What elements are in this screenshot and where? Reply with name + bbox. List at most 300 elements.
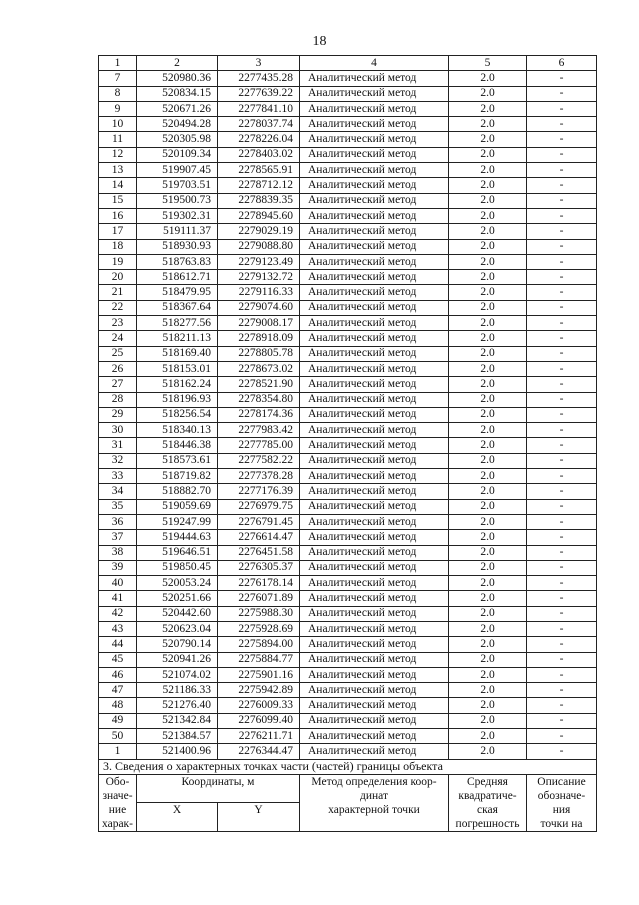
error-value: 2.0 [449,438,527,453]
description: - [527,698,597,713]
table-row [99,484,597,499]
description: - [527,469,597,484]
error-value: 2.0 [449,683,527,698]
y-coordinate: 2276211.71 [218,729,300,744]
error-value: 2.0 [449,545,527,560]
error-value: 2.0 [449,270,527,285]
description: - [527,407,597,422]
x-coordinate: 518196.93 [137,392,218,407]
x-coordinate: 519247.99 [137,514,218,529]
method: Аналитический метод [300,545,449,560]
y-coordinate: 2277176.39 [218,484,300,499]
table-row [99,300,597,315]
table-row [99,729,597,744]
y-coordinate: 2279132.72 [218,270,300,285]
description: - [527,361,597,376]
description: - [527,652,597,667]
method: Аналитический метод [300,71,449,86]
table-row [99,193,597,208]
y-coordinate: 2278712.12 [218,178,300,193]
x-coordinate: 520941.26 [137,652,218,667]
method: Аналитический метод [300,163,449,178]
coordinates-header: Координаты, м [137,774,300,803]
y-header: Y [218,803,300,832]
table-row [99,407,597,422]
error-value: 2.0 [449,147,527,162]
description: - [527,254,597,269]
error-value: 2.0 [449,698,527,713]
error-value: 2.0 [449,178,527,193]
column-number: 2 [137,56,218,71]
point-number: 30 [99,423,137,438]
method: Аналитический метод [300,331,449,346]
error-value: 2.0 [449,377,527,392]
description: - [527,683,597,698]
table-row [99,606,597,621]
y-coordinate: 2276178.14 [218,576,300,591]
error-value: 2.0 [449,667,527,682]
method: Аналитический метод [300,377,449,392]
point-number: 29 [99,407,137,422]
error-value: 2.0 [449,484,527,499]
x-coordinate: 520834.15 [137,86,218,101]
table-row [99,591,597,606]
x-coordinate: 520980.36 [137,71,218,86]
y-coordinate: 2279088.80 [218,239,300,254]
description: - [527,163,597,178]
table-row [99,453,597,468]
table-row [99,713,597,728]
description: - [527,499,597,514]
y-coordinate: 2278918.09 [218,331,300,346]
error-value: 2.0 [449,71,527,86]
table-row [99,683,597,698]
table-row [99,285,597,300]
point-number: 34 [99,484,137,499]
method: Аналитический метод [300,514,449,529]
x-coordinate: 520494.28 [137,117,218,132]
y-coordinate: 2276071.89 [218,591,300,606]
description: - [527,239,597,254]
y-coordinate: 2277983.42 [218,423,300,438]
x-coordinate: 518211.13 [137,331,218,346]
description: - [527,545,597,560]
error-value: 2.0 [449,560,527,575]
description: - [527,346,597,361]
table-row [99,545,597,560]
point-number: 46 [99,667,137,682]
method: Аналитический метод [300,484,449,499]
point-number: 15 [99,193,137,208]
x-coordinate: 519302.31 [137,208,218,223]
point-number: 42 [99,606,137,621]
error-value: 2.0 [449,316,527,331]
description: - [527,101,597,116]
y-coordinate: 2278565.91 [218,163,300,178]
description: - [527,729,597,744]
section-3-title-row [99,759,597,774]
y-coordinate: 2277639.22 [218,86,300,101]
method: Аналитический метод [300,178,449,193]
table-row [99,71,597,86]
table-row [99,239,597,254]
point-number: 48 [99,698,137,713]
description: - [527,147,597,162]
method: Аналитический метод [300,744,449,759]
description: - [527,300,597,315]
method: Аналитический метод [300,86,449,101]
point-number: 16 [99,208,137,223]
y-coordinate: 2278037.74 [218,117,300,132]
table-row [99,208,597,223]
point-number: 1 [99,744,137,759]
y-coordinate: 2276344.47 [218,744,300,759]
table-row [99,423,597,438]
description: - [527,621,597,636]
method: Аналитический метод [300,239,449,254]
point-number: 39 [99,560,137,575]
error-value: 2.0 [449,591,527,606]
y-coordinate: 2278945.60 [218,208,300,223]
description: - [527,667,597,682]
error-value: 2.0 [449,729,527,744]
description: - [527,453,597,468]
y-coordinate: 2278839.35 [218,193,300,208]
y-coordinate: 2275942.89 [218,683,300,698]
point-number: 41 [99,591,137,606]
method: Аналитический метод [300,270,449,285]
table-row [99,469,597,484]
table-row [99,147,597,162]
y-coordinate: 2277582.22 [218,453,300,468]
y-coordinate: 2276451.58 [218,545,300,560]
error-header: Средняя квадратиче- ская погрешность [449,774,527,831]
method: Аналитический метод [300,147,449,162]
error-value: 2.0 [449,744,527,759]
table-row [99,101,597,116]
method: Аналитический метод [300,499,449,514]
y-coordinate: 2277378.28 [218,469,300,484]
point-number: 43 [99,621,137,636]
y-coordinate: 2278805.78 [218,346,300,361]
description: - [527,591,597,606]
error-value: 2.0 [449,208,527,223]
table-row [99,132,597,147]
section-3-title: 3. Сведения о характерных точках части (частей) границы объекта [99,759,597,774]
x-coordinate: 521400.96 [137,744,218,759]
error-value: 2.0 [449,652,527,667]
point-number: 19 [99,254,137,269]
description: - [527,423,597,438]
table-row [99,621,597,636]
method: Аналитический метод [300,407,449,422]
point-number: 14 [99,178,137,193]
method: Аналитический метод [300,285,449,300]
table-row [99,331,597,346]
description: - [527,331,597,346]
error-value: 2.0 [449,86,527,101]
y-coordinate: 2275894.00 [218,637,300,652]
point-number: 45 [99,652,137,667]
y-coordinate: 2278174.36 [218,407,300,422]
table-row [99,698,597,713]
description: - [527,392,597,407]
description: - [527,744,597,759]
x-coordinate: 518930.93 [137,239,218,254]
method: Аналитический метод [300,254,449,269]
x-coordinate: 518446.38 [137,438,218,453]
error-value: 2.0 [449,499,527,514]
x-coordinate: 521342.84 [137,713,218,728]
point-number: 13 [99,163,137,178]
point-number: 8 [99,86,137,101]
column-number: 3 [218,56,300,71]
description: - [527,285,597,300]
y-coordinate: 2275884.77 [218,652,300,667]
point-number: 18 [99,239,137,254]
x-coordinate: 520442.60 [137,606,218,621]
table-row [99,224,597,239]
error-value: 2.0 [449,224,527,239]
x-coordinate: 520053.24 [137,576,218,591]
table-row [99,438,597,453]
description: - [527,86,597,101]
point-number: 49 [99,713,137,728]
method: Аналитический метод [300,346,449,361]
point-number: 44 [99,637,137,652]
error-value: 2.0 [449,407,527,422]
method: Аналитический метод [300,621,449,636]
table-row [99,316,597,331]
description: - [527,484,597,499]
description: - [527,71,597,86]
x-coordinate: 518162.24 [137,377,218,392]
x-coordinate: 519111.37 [137,224,218,239]
method: Аналитический метод [300,300,449,315]
description: - [527,117,597,132]
point-number: 32 [99,453,137,468]
point-number: 36 [99,514,137,529]
table-row [99,576,597,591]
y-coordinate: 2279029.19 [218,224,300,239]
point-number: 24 [99,331,137,346]
description: - [527,637,597,652]
method: Аналитический метод [300,208,449,223]
y-coordinate: 2278354.80 [218,392,300,407]
table-row [99,270,597,285]
x-coordinate: 521276.40 [137,698,218,713]
point-number: 7 [99,71,137,86]
description: - [527,560,597,575]
description-header: Описание обозначе- ния точки на [527,774,597,831]
y-coordinate: 2279074.60 [218,300,300,315]
x-coordinate: 518612.71 [137,270,218,285]
table-row [99,163,597,178]
point-number: 50 [99,729,137,744]
method: Аналитический метод [300,560,449,575]
y-coordinate: 2276614.47 [218,530,300,545]
table-row [99,652,597,667]
column-number-row [99,56,597,71]
method-header: Метод определения коор- динат характерной точки [300,774,449,831]
x-coordinate: 520623.04 [137,621,218,636]
method: Аналитический метод [300,453,449,468]
description: - [527,576,597,591]
y-coordinate: 2275901.16 [218,667,300,682]
y-coordinate: 2278673.02 [218,361,300,376]
page-number: 18 [312,34,327,49]
method: Аналитический метод [300,361,449,376]
column-number: 4 [300,56,449,71]
x-coordinate: 520671.26 [137,101,218,116]
description: - [527,178,597,193]
method: Аналитический метод [300,576,449,591]
error-value: 2.0 [449,331,527,346]
point-number: 25 [99,346,137,361]
error-value: 2.0 [449,514,527,529]
point-number: 23 [99,316,137,331]
x-coordinate: 520790.14 [137,637,218,652]
error-value: 2.0 [449,713,527,728]
x-coordinate: 518340.13 [137,423,218,438]
method: Аналитический метод [300,469,449,484]
y-coordinate: 2278226.04 [218,132,300,147]
error-value: 2.0 [449,361,527,376]
point-number: 35 [99,499,137,514]
x-coordinate: 520109.34 [137,147,218,162]
y-coordinate: 2275988.30 [218,606,300,621]
y-coordinate: 2276791.45 [218,514,300,529]
x-coordinate: 520305.98 [137,132,218,147]
y-coordinate: 2277435.28 [218,71,300,86]
table-row [99,499,597,514]
x-coordinate: 519646.51 [137,545,218,560]
description: - [527,270,597,285]
table-row [99,377,597,392]
column-number: 1 [99,56,137,71]
y-coordinate: 2279008.17 [218,316,300,331]
method: Аналитический метод [300,637,449,652]
y-coordinate: 2276009.33 [218,698,300,713]
x-coordinate: 519500.73 [137,193,218,208]
point-number: 33 [99,469,137,484]
error-value: 2.0 [449,346,527,361]
point-number: 11 [99,132,137,147]
method: Аналитический метод [300,667,449,682]
error-value: 2.0 [449,163,527,178]
method: Аналитический метод [300,132,449,147]
method: Аналитический метод [300,193,449,208]
error-value: 2.0 [449,606,527,621]
point-number: 47 [99,683,137,698]
table-row [99,361,597,376]
error-value: 2.0 [449,530,527,545]
x-coordinate: 521186.33 [137,683,218,698]
description: - [527,377,597,392]
point-number: 10 [99,117,137,132]
x-coordinate: 520251.66 [137,591,218,606]
method: Аналитический метод [300,101,449,116]
method: Аналитический метод [300,698,449,713]
x-coordinate: 519059.69 [137,499,218,514]
point-number: 38 [99,545,137,560]
error-value: 2.0 [449,285,527,300]
table-row [99,178,597,193]
description: - [527,208,597,223]
point-number: 22 [99,300,137,315]
method: Аналитический метод [300,530,449,545]
table-row [99,346,597,361]
error-value: 2.0 [449,392,527,407]
point-number: 9 [99,101,137,116]
table-row [99,392,597,407]
method: Аналитический метод [300,606,449,621]
table-row [99,560,597,575]
x-coordinate: 518367.64 [137,300,218,315]
error-value: 2.0 [449,423,527,438]
error-value: 2.0 [449,621,527,636]
error-value: 2.0 [449,132,527,147]
description: - [527,530,597,545]
y-coordinate: 2279116.33 [218,285,300,300]
y-coordinate: 2276305.37 [218,560,300,575]
y-coordinate: 2277841.10 [218,101,300,116]
error-value: 2.0 [449,101,527,116]
point-number: 37 [99,530,137,545]
x-coordinate: 518169.40 [137,346,218,361]
x-coordinate: 519703.51 [137,178,218,193]
table-row [99,637,597,652]
y-coordinate: 2278521.90 [218,377,300,392]
column-number: 5 [449,56,527,71]
description: - [527,514,597,529]
x-coordinate: 518479.95 [137,285,218,300]
description: - [527,132,597,147]
error-value: 2.0 [449,453,527,468]
x-coordinate: 518573.61 [137,453,218,468]
method: Аналитический метод [300,423,449,438]
table-row [99,744,597,759]
error-value: 2.0 [449,576,527,591]
table-row [99,530,597,545]
section-3-header-row-1 [99,774,597,803]
description: - [527,224,597,239]
y-coordinate: 2275928.69 [218,621,300,636]
method: Аналитический метод [300,713,449,728]
point-number: 21 [99,285,137,300]
point-number: 17 [99,224,137,239]
x-coordinate: 518719.82 [137,469,218,484]
y-coordinate: 2276979.75 [218,499,300,514]
method: Аналитический метод [300,683,449,698]
table-row [99,86,597,101]
x-coordinate: 519850.45 [137,560,218,575]
table-row [99,254,597,269]
point-number: 28 [99,392,137,407]
x-header: X [137,803,218,832]
point-number: 40 [99,576,137,591]
x-coordinate: 518256.54 [137,407,218,422]
table-row [99,117,597,132]
y-coordinate: 2278403.02 [218,147,300,162]
x-coordinate: 518277.56 [137,316,218,331]
method: Аналитический метод [300,224,449,239]
x-coordinate: 521074.02 [137,667,218,682]
table-row [99,667,597,682]
point-designation-header: Обо- значе- ние харак- [99,774,137,831]
method: Аналитический метод [300,392,449,407]
x-coordinate: 519444.63 [137,530,218,545]
